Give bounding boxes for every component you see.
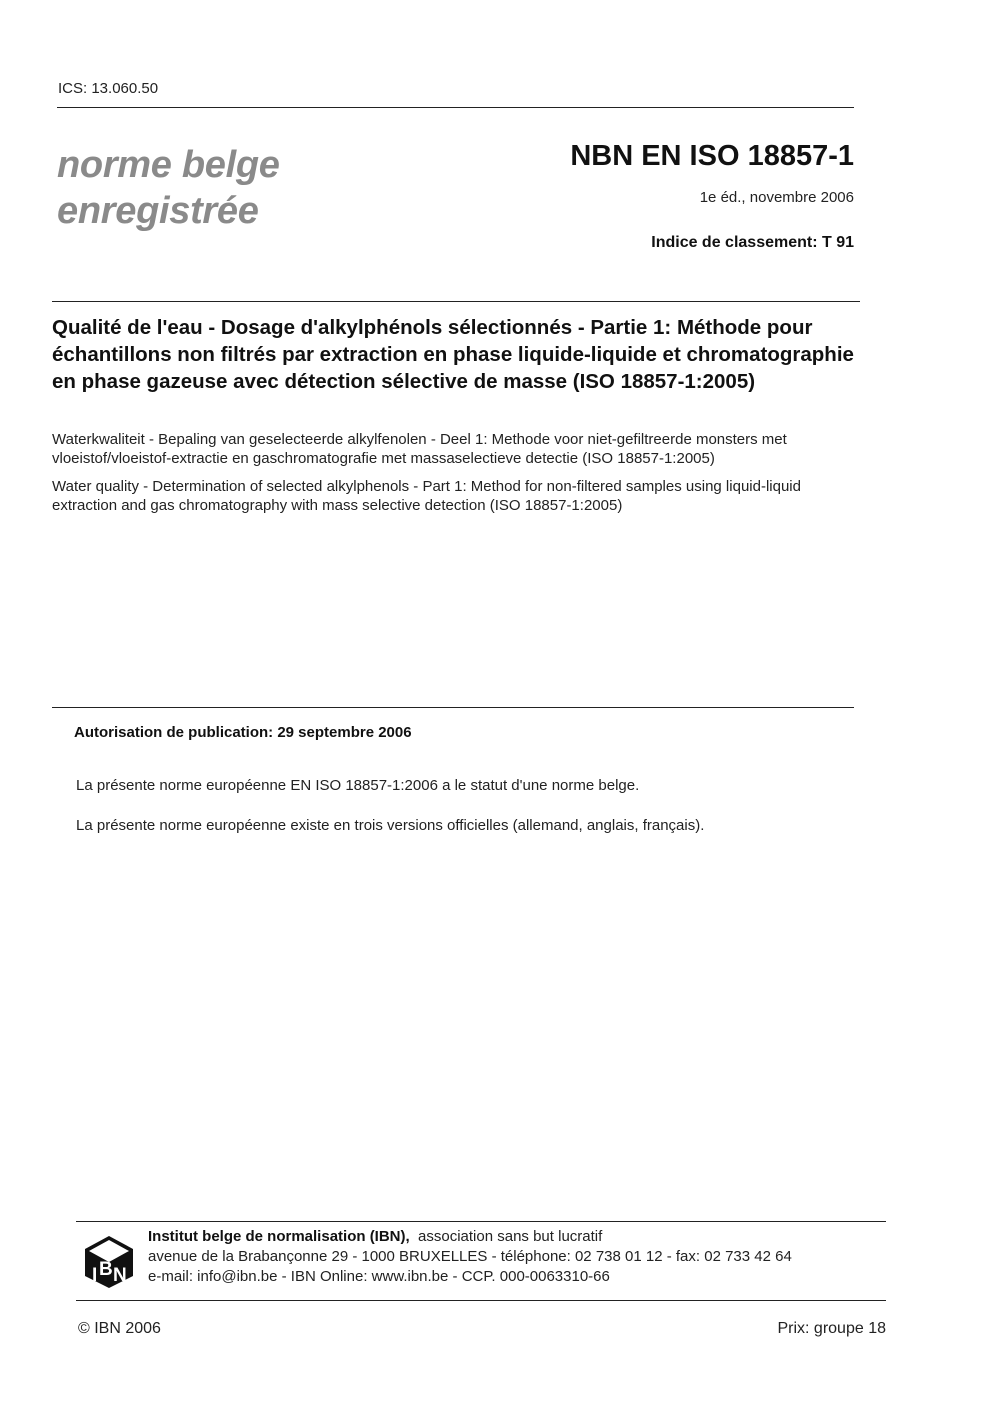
- svg-text:B: B: [99, 1259, 113, 1280]
- title-divider: [52, 301, 860, 302]
- body-divider: [52, 707, 854, 708]
- copyright: © IBN 2006: [78, 1320, 161, 1337]
- svg-text:I: I: [92, 1265, 98, 1286]
- brand-line-1: norme belge: [57, 144, 280, 186]
- svg-text:N: N: [113, 1265, 127, 1286]
- ics-code: ICS: 13.060.50: [58, 80, 159, 97]
- institute-address: avenue de la Brabançonne 29 - 1000 BRUXELLES - téléphone: 02 738 01 12 - fax: 02 733 42 64: [148, 1248, 792, 1265]
- ibn-logo-icon: [84, 1235, 134, 1289]
- institute-type: association sans but lucratif: [418, 1228, 603, 1245]
- publication-authorization: Autorisation de publication: 29 septembre 2006: [74, 724, 412, 741]
- footer-top-divider: [76, 1221, 886, 1222]
- brand-title: [57, 142, 280, 234]
- title-english: Water quality - Determination of selected alkylphenols - Part 1: Method for non-filtered samples using liquid-liquid extraction and gas chromatography with mass selective detection (ISO 18857-1:2005): [52, 478, 801, 514]
- title-dutch: Waterkwaliteit - Bepaling van geselecteerde alkylfenolen - Deel 1: Methode voor niet-gefiltreerde monsters met vloeistof/vloeistof-extractie en gaschromatografie met massaselectieve detectie (ISO 18857-1:2005): [52, 431, 787, 467]
- versions-paragraph: La présente norme européenne existe en trois versions officielles (allemand, anglais, français).: [76, 817, 705, 834]
- institute-contact: e-mail: info@ibn.be - IBN Online: www.ibn.be - CCP. 000-0063310-66: [148, 1268, 610, 1285]
- institute-name: Institut belge de normalisation (IBN),: [148, 1228, 410, 1245]
- header-divider: [57, 107, 854, 108]
- price-group: Prix: groupe 18: [777, 1320, 886, 1337]
- institute-line: [148, 1228, 602, 1245]
- status-paragraph: La présente norme européenne EN ISO 18857-1:2006 a le statut d'une norme belge.: [76, 777, 640, 794]
- standard-number: NBN EN ISO 18857-1: [570, 140, 854, 172]
- footer-bottom-divider: [76, 1300, 886, 1301]
- brand-line-2: enregistrée: [57, 190, 259, 232]
- classification-index: Indice de classement: T 91: [651, 234, 854, 251]
- edition-date: 1e éd., novembre 2006: [699, 189, 854, 206]
- title-french: Qualité de l'eau - Dosage d'alkylphénols sélectionnés - Partie 1: Méthode pour échantillons non filtrés par extraction en phase liquide-liquide et chromatographie en phase gazeuse avec détection sélective de masse (ISO 18857-1:2005): [52, 316, 854, 393]
